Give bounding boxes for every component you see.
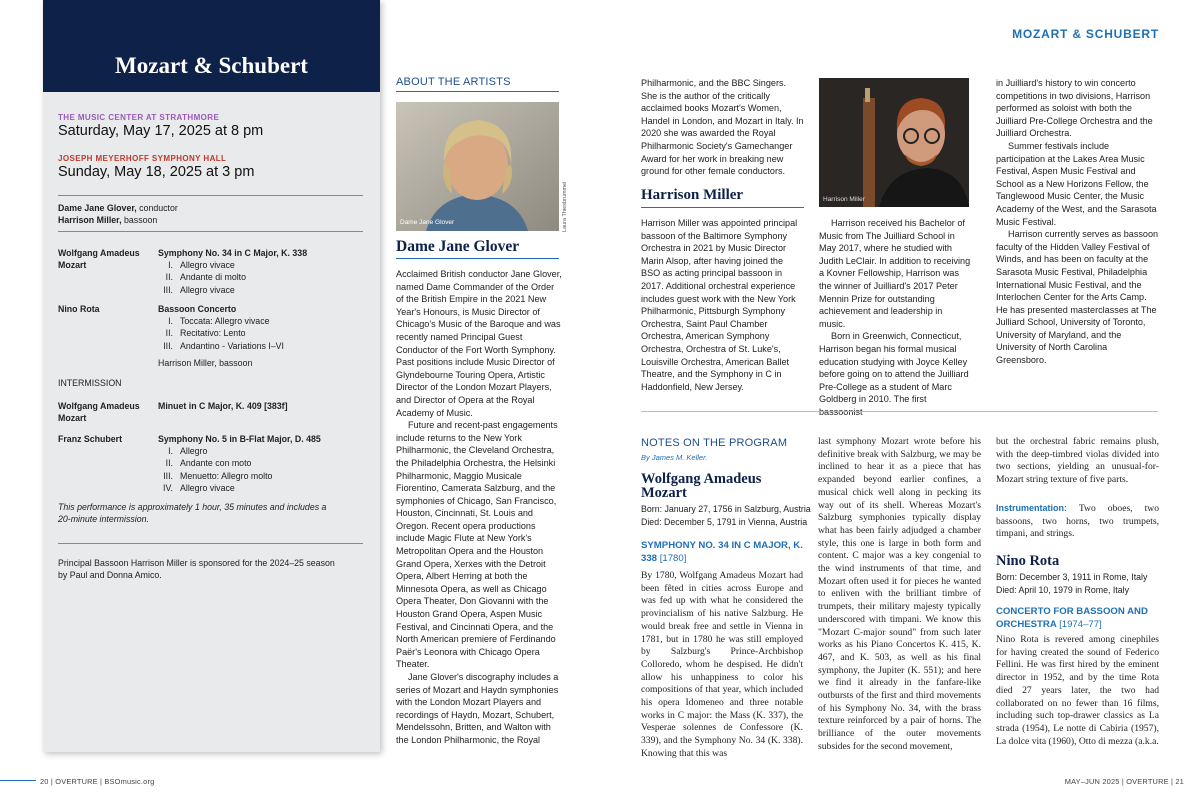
died-line: Died: December 5, 1791 in Vienna, Austria [641, 516, 808, 527]
photo-caption: Dame Jane Glover [400, 219, 455, 226]
composer-mozart: Wolfgang Amadeus Mozart [58, 248, 140, 271]
rota-dates [996, 571, 1147, 596]
glover-bio [396, 268, 562, 747]
notes-heading: NOTES ON THE PROGRAM [641, 437, 788, 449]
movement: III. Menuetto: Allegro molto [163, 470, 273, 481]
movement: II. Andante con moto [165, 458, 252, 469]
soloist-line: Harrison Miller, bassoon [158, 357, 253, 368]
movement: I. Allegro vivace [168, 260, 235, 271]
died-line: Died: April 10, 1979 in Rome, Italy [996, 584, 1130, 595]
composer-mozart: Wolfgang Amadeus Mozart [58, 401, 140, 424]
concert-title: Mozart & Schubert [43, 0, 380, 92]
work-symphony-34: Symphony No. 34 in C Major, K. 338 I. Allegro vivace II. Andante di molto III. Allegro vivace [158, 247, 358, 296]
sym34-heading: SYMPHONY NO. 34 IN C MAJOR, K. 338 [1780] [641, 540, 803, 564]
sponsor-note: Principal Bassoon Harrison Miller is sponsored for the 2024–25 season by Paul and Donna Amico. [58, 558, 335, 581]
movement: II. Andante di molto [165, 272, 247, 283]
movement: II. Recitativo: Lento [165, 328, 246, 339]
instrumentation: Instrumentation: Two oboes, two bassoons, two horns, two trumpets, timpani, and strings. [996, 503, 1159, 540]
movement: I. Allegro [168, 446, 208, 457]
born-line: Born: December 3, 1911 in Rome, Italy [996, 572, 1148, 582]
work-symphony-5: Symphony No. 5 in B-Flat Major, D. 485 I. Allegro II. Andante con moto III. Menuetto: Allegro molto IV. Allegro vivace [158, 433, 358, 494]
movement: IV. Allegro vivace [163, 482, 235, 493]
program-sidebar [43, 0, 380, 752]
composer-schubert: Franz Schubert [58, 434, 123, 444]
glover-heading: Dame Jane Glover [396, 238, 520, 255]
movement: III. Andantino - Variations I–VI [163, 340, 284, 351]
notes-text-3: but the orchestral fabric remains plush, with the deep-timbred violas divided into two sections, yielding an unusual-for-Mozart string texture of five parts. [996, 436, 1159, 486]
footer-right: MAY–JUN 2025 | OVERTURE | 21 [1064, 777, 1184, 786]
bio-paragraph: Jane Glover's discography includes a series of Mozart and Haydn symphonies with the London Mozart Players and recordings of Haydn, Mozart, Schubert, Mendelssohn, Britten, and Walton with the London Philharmonic, the Royal [396, 672, 559, 745]
divider [58, 195, 363, 196]
venue-strathmore: THE MUSIC CENTER AT STRATHMORE [58, 113, 220, 122]
bio-paragraph: in Juilliard's history to win concerto competitions in two divisions, Harrison performed as soloist with both the Juilliard Pre-College Orchestra and the Juilliard Orchestra. [996, 78, 1153, 139]
born-line: Born: January 27, 1756 in Salzburg, Austria [641, 504, 811, 514]
miller-bio-3 [996, 77, 1159, 367]
miller-photo [819, 78, 969, 207]
duration-note: This performance is approximately 1 hour, 35 minutes and includes a 20-minute intermission. [58, 502, 327, 525]
performer-soloist: Harrison Miller, bassoon [58, 215, 158, 226]
intermission: INTERMISSION [58, 378, 122, 388]
byline: By James M. Keller. [641, 453, 708, 462]
footer-rule [0, 780, 36, 781]
miller-bio-1: Harrison Miller was appointed principal bassoon of the Baltimore Symphony Orchestra in 2021 by Music Director Marin Alsop, after having joined the BSO as acting principal bassoon in 2017. Additional orchestral experience includes guest work with the New York Philharmonic, Pittsburgh Symphony Orchestra, Saint Paul Chamber Orchestra, American Symphony Orchestra, Orchestra of St. Luke's, Louisville Orchestra, American Ballet Theatre, and the Symphony in C in Haddonfield, New Jersey. [641, 218, 798, 392]
concerto-heading: CONCERTO FOR BASSOON AND ORCHESTRA [1974–77] [996, 606, 1148, 630]
notes-text-1: By 1780, Wolfgang Amadeus Mozart had been fêted in cities across Europe and was fed up with what he considered the provincialism of his native Salzburg. He would break free and settle in Vienna in 1781, but in 1780 he was still employed by Salzburg's Prince-Archbishop Colloredo, whom he despised. He didn't allow his unhappiness to color his compositions of that year, which included his opera Idomeneo and three notable works in C major: the Mass (K. 337), the Vesperae solennes de Confessore (K. 339), and the Symphony No. 34 (K. 338). Knowing that this was [641, 570, 803, 759]
mozart-heading: Wolfgang Amadeus Mozart [641, 471, 762, 501]
performer-conductor: Dame Jane Glover, conductor [58, 203, 178, 213]
performers [58, 202, 178, 226]
divider [58, 543, 363, 544]
notes-text-2: last symphony Mozart wrote before his definitive break with Salzburg, we may be inclined to hear it as a piece that has expanded beyond earlier confines, a musical chick well along in pecking its way out of its shell. Whereas Mozart's Salzburg symphonies typically display what has been fairly adjudged a chamber style, this one is large in both form and content. C major was a key congenial to the wind instruments of that time, and Mozart often used it for pieces he wanted to enliven with the brilliant timbre of trumpets, their military majesty typically underscored with timpani. We know this "Mozart C-major sound" from such later works as his Piano Concertos K. 415, K. 467, and K. 503, as well as his final symphony, the Jupiter (K. 551); and here we find it already in the fanfare-like outbursts of the first and third movements of his Symphony No. 34, with the brass texture reinforced by a pair of horns. The brilliance of the outer movements subsides for the second movement, [818, 436, 981, 752]
work-minuet: Minuet in C Major, K. 409 [383f] [158, 401, 288, 411]
movement: I. Toccata: Allegro vivace [168, 316, 270, 327]
bio-paragraph: Harrison received his Bachelor of Music from The Juilliard School in May 2017, where he studied with Judith LeClair. In addition to receiving a Kovner Fellowship, Harrison was the winner of Juilliard's 2017 Peter Mennin Prize for outstanding achievement and leadership in music. [819, 218, 971, 329]
miller-bio-2 [819, 217, 971, 419]
photo-caption: Harrison Miller [823, 196, 865, 203]
divider [396, 91, 559, 92]
divider [641, 207, 804, 208]
footer-left: 20 | OVERTURE | BSOmusic.org [40, 777, 155, 786]
section-divider [641, 411, 1158, 412]
miller-heading: Harrison Miller [641, 187, 744, 203]
running-head: MOZART & SCHUBERT [1012, 27, 1159, 41]
about-heading: ABOUT THE ARTISTS [396, 76, 511, 88]
movement: III. Allegro vivace [163, 284, 235, 295]
glover-photo [396, 102, 559, 231]
glover-bio-cont: Philharmonic, and the BBC Singers. She is the author of the critically acclaimed books Mozart's Women, Handel in London, and Mozart in Italy. In 2020 she was awarded the Royal Philharmonic Society's Gamechanger Award for her work in breaking new ground for other female conductors. [641, 78, 804, 177]
bio-paragraph: Summer festivals include participation at the Lakes Area Music Festival, Aspen Music Festival and School as a New Horizons Fellow, the Tanglewood Music Center, the Music Academy of the West, and the Sarasota Music Festival. [996, 140, 1157, 227]
bio-paragraph: Future and recent-past engagements include returns to the New York Philharmonic, the Cleveland Orchestra, the Philadelphia Orchestra, the Helsinki Philharmonic, Maggio Musicale Fiorentino, Camerata Salzburg, and the symphonies of Chicago, San Francisco, Houston, Cincinnati, St. Louis and Oregon. Recent opera productions include Magic Flute at New York's Metropolitan Opera and the Houston Grand Opera, Xerxes with the Detroit Opera, Albert Herring at both the Minnesota Opera, as well as Chicago Opera Theater, Don Giovanni with the Houston Grand Opera, Aspen Music Festival, and Cincinnati Opera, and the North American premiere of Ferdinando Paër's Leonora with Chicago Opera Theater. [396, 420, 558, 670]
date-meyerhoff: Sunday, May 18, 2025 at 3 pm [58, 164, 255, 180]
bio-paragraph: Born in Greenwich, Connecticut, Harrison began his formal musical education studying with Joyce Kelley before going on to attend the Juilliard Pre-College as a student of Marc Goldberg in 2010. The first [819, 331, 969, 405]
photo-credit: Laura Thiesbrummel [562, 181, 568, 232]
notes-text-4: Nino Rota is revered among cinephiles for having created the sound of Federico Fellini. He was first hired by the eminent director in 1952, and by the time Rota died 27 years later, the two had collaborated on no fewer than 16 films, including such top-drawer classics as La strada (1954), Le notte di Cabiria (1957), La dolce vita (1960), Otto di mezza (a.k.a. [996, 634, 1159, 747]
date-strathmore: Saturday, May 17, 2025 at 8 pm [58, 123, 264, 139]
rota-heading: Nino Rota [996, 553, 1060, 569]
divider [396, 258, 559, 259]
mozart-dates [641, 503, 811, 528]
bio-paragraph: Acclaimed British conductor Jane Glover, named Dame Commander of the Order of the British Empire in the 2021 New Year's Honours, is Music Director of Chicago's Music of the Baroque and was recently named Principal Guest Conductor of the Fort Worth Symphony. Past positions include Music Director of Glyndebourne Touring Opera, Artistic Director of the London Mozart Players, and Director of Opera at the Royal Academy of Music. [396, 269, 562, 418]
composer-rota: Nino Rota [58, 304, 100, 314]
divider [58, 231, 363, 232]
bio-paragraph: Harrison currently serves as bassoon faculty of the Hidden Valley Festival of Winds, and has been on faculty at the Sarasota Music Festival, Philadelphia International Music Festival, and the Interlochen Center for the Arts Camp. He has presented masterclasses at The Julliard School, University of Toronto, University of Maryland, and the University of North Carolina Greensboro. [996, 229, 1159, 366]
work-bassoon-concerto: Bassoon Concerto I. Toccata: Allegro vivace II. Recitativo: Lento III. Andantino - Variations I–VI Harrison Miller, bassoon [158, 303, 358, 369]
venue-meyerhoff: JOSEPH MEYERHOFF SYMPHONY HALL [58, 154, 227, 163]
